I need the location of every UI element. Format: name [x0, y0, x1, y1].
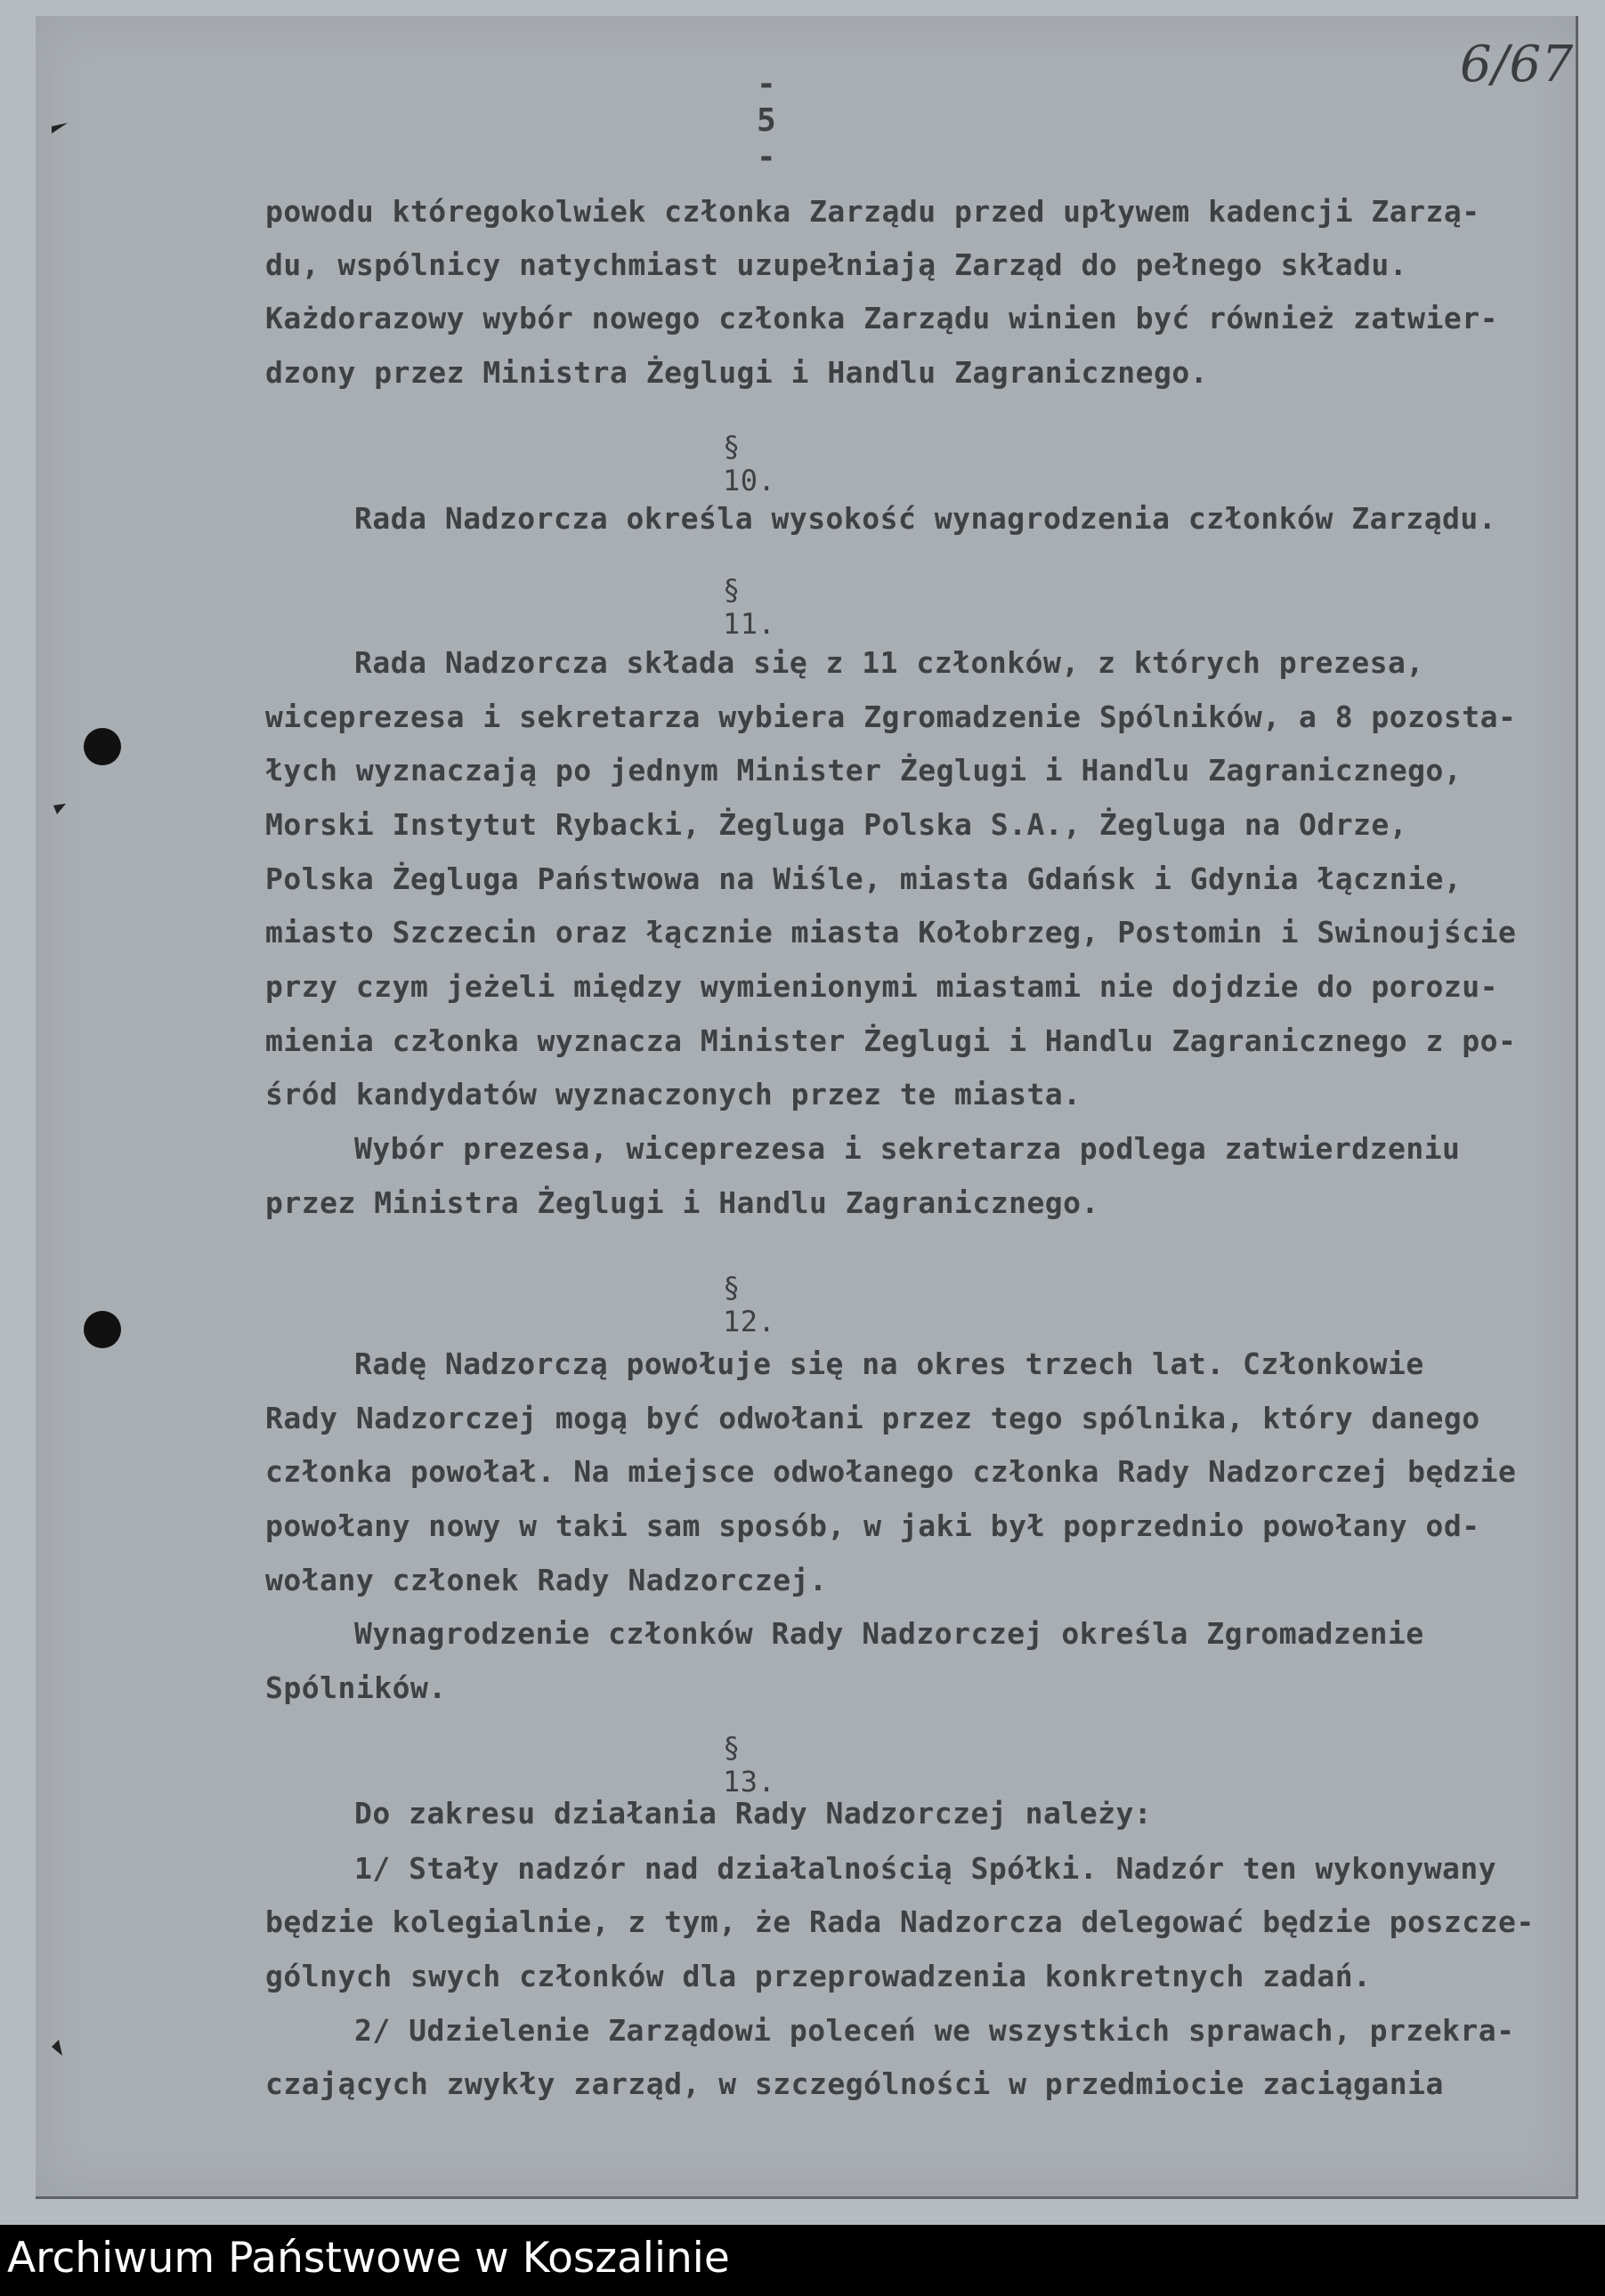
- text-line: 1/ Stały nadzór nad działalnością Spółki. Nadzór ten wykonywany: [354, 1851, 1497, 1886]
- text-line: Każdorazowy wybór nowego członka Zarządu winien być również zatwier-: [265, 301, 1499, 336]
- page-number: - 5 -: [757, 66, 777, 175]
- text-line: powołany nowy w taki sam sposób, w jaki był poprzednio powołany od-: [265, 1508, 1480, 1543]
- margin-tick-2: [53, 804, 66, 814]
- text-line: Polska Żegluga Państwowa na Wiśle, miasta Gdańsk i Gdynia łącznie,: [265, 861, 1463, 896]
- text-line: łych wyznaczają po jednym Minister Żeglugi i Handlu Zagranicznego,: [265, 753, 1463, 788]
- text-line: powodu któregokolwiek członka Zarządu przed upływem kadencji Zarzą-: [265, 194, 1480, 229]
- section-heading-10: § 10.: [723, 430, 776, 497]
- text-line: Morski Instytut Rybacki, Żegluga Polska S.A., Żegluga na Odrze,: [265, 807, 1408, 842]
- margin-tick-1: [52, 123, 68, 133]
- text-line: du, wspólnicy natychmiast uzupełniają Zarząd do pełnego składu.: [265, 247, 1408, 282]
- archive-name: Archiwum Państwowe w Koszalinie: [7, 2234, 730, 2283]
- text-line: 2/ Udzielenie Zarządowi poleceń we wszystkich sprawach, przekra-: [354, 2013, 1515, 2048]
- text-line: przy czym jeżeli między wymienionymi miastami nie dojdzie do porozu-: [265, 969, 1499, 1004]
- text-line: gólnych swych członków dla przeprowadzenia konkretnych zadań.: [265, 1959, 1372, 1993]
- text-line: Wynagrodzenie członków Rady Nadzorczej określa Zgromadzenie: [354, 1616, 1424, 1651]
- section-heading-13: § 13.: [723, 1731, 776, 1799]
- text-line: członka powołał. Na miejsce odwołanego członka Rady Nadzorczej będzie: [265, 1454, 1517, 1489]
- margin-tick-marks: [0, 0, 107, 2225]
- text-line: czających zwykły zarząd, w szczególności w przedmiocie zaciągania: [265, 2066, 1444, 2101]
- text-line: śród kandydatów wyznaczonych przez te miasta.: [265, 1077, 1082, 1112]
- section-heading-12: § 12.: [723, 1271, 776, 1338]
- text-line: będzie kolegialnie, z tym, że Rada Nadzorcza delegować będzie poszcze-: [265, 1904, 1535, 1939]
- text-line: wołany członek Rady Nadzorczej.: [265, 1563, 828, 1597]
- text-line: mienia członka wyznacza Minister Żeglugi i Handlu Zagranicznego z po-: [265, 1023, 1517, 1058]
- text-line: Spólników.: [265, 1670, 447, 1705]
- text-line: przez Ministra Żeglugi i Handlu Zagranicznego.: [265, 1185, 1099, 1220]
- text-line: Wybór prezesa, wiceprezesa i sekretarza podlega zatwierdzeniu: [354, 1131, 1461, 1166]
- text-line: wiceprezesa i sekretarza wybiera Zgromadzenie Spólników, a 8 pozosta-: [265, 699, 1517, 734]
- section-heading-11: § 11.: [723, 573, 776, 641]
- text-line: Rada Nadzorcza określa wysokość wynagrodzenia członków Zarządu.: [354, 501, 1497, 536]
- margin-tick-3: [52, 2040, 62, 2056]
- text-line: Rada Nadzorcza składa się z 11 członków, z których prezesa,: [354, 645, 1424, 680]
- text-line: Do zakresu działania Rady Nadzorczej należy:: [354, 1796, 1153, 1831]
- text-line: Radę Nadzorczą powołuje się na okres trzech lat. Członkowie: [354, 1346, 1424, 1381]
- text-line: miasto Szczecin oraz łącznie miasta Kołobrzeg, Postomin i Swinoujście: [265, 915, 1517, 950]
- text-line: dzony przez Ministra Żeglugi i Handlu Zagranicznego.: [265, 355, 1209, 390]
- text-line: Rady Nadzorczej mogą być odwołani przez tego spólnika, który danego: [265, 1401, 1480, 1435]
- archive-reference: 6/67: [1460, 36, 1574, 93]
